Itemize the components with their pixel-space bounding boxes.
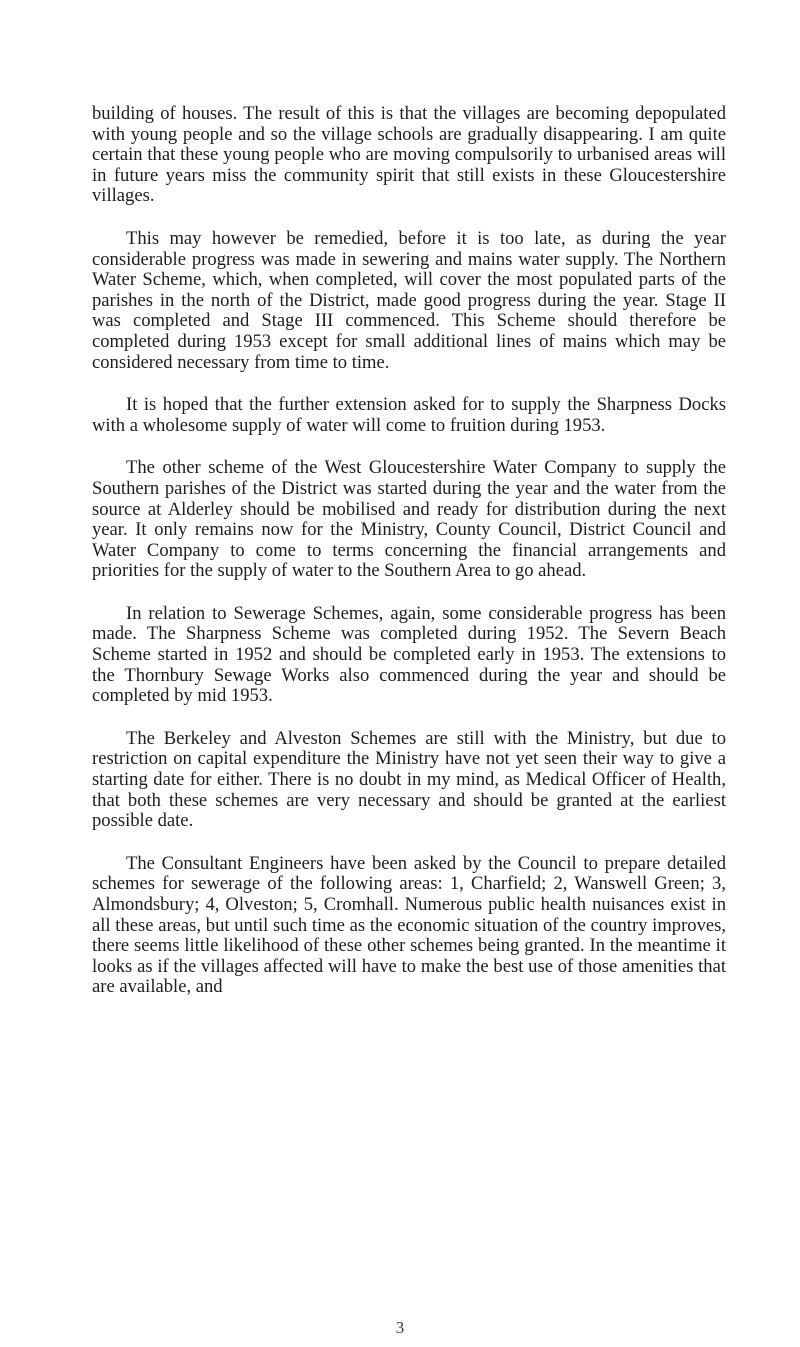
paragraph-3: It is hoped that the further extension asked for to supply the Sharpness Docks with a wholesome supply of water will come to fruition during 1953. bbox=[92, 394, 726, 436]
paragraph-1: building of houses. The result of this is that the villages are becoming depopulated with young people and so the village schools are gradually disappearing. I am quite certain that these young people who are moving compulsorily to urbanised areas will in future years miss the community spirit that still exists in these Gloucestershire villages. bbox=[92, 103, 726, 207]
paragraph-7: The Consultant Engineers have been asked by the Council to prepare detailed schemes for sewerage of the following areas: 1, Charfield; 2, Wanswell Green; 3, Almondsbury; 4, Olveston; 5, Cromhall. Numerous public health nuisances exist in all these areas, but until such time as the economic situation of the country improves, there seems little likelihood of these other schemes being granted. In the meantime it looks as if the villages affected will have to make the best use of those amenities that are available, and bbox=[92, 852, 726, 998]
paragraph-4: The other scheme of the West Gloucestershire Water Company to supply the Southern parishes of the District was started during the year and the water from the source at Alderley should be mobilised and ready for distribution during the next year. It only remains now for the Ministry, County Council, District Council and Water Company to come to terms concerning the financial arrangements and priorities for the supply of water to the Southern Area to go ahead. bbox=[92, 457, 726, 582]
paragraph-6: The Berkeley and Alveston Schemes are still with the Ministry, but due to restriction on capital expenditure the Ministry have not yet seen their way to give a starting date for either. There is no doubt in my mind, as Medical Officer of Health, that both these schemes are very necessary and should be granted at the earliest possible date. bbox=[92, 727, 726, 832]
paragraph-5: In relation to Sewerage Schemes, again, some considerable progress has been made. The Sharpness Scheme was completed during 1952. The Severn Beach Scheme started in 1952 and should be completed early in 1953. The extensions to the Thornbury Sewage Works also commenced during the year and should be completed by mid 1953. bbox=[92, 602, 726, 707]
document-page bbox=[92, 104, 726, 1020]
page-number: 3 bbox=[395, 1318, 405, 1337]
paragraph-2: This may however be remedied, before it is too late, as during the year considerable progress was made in sewering and mains water supply. The Northern Water Scheme, which, when completed, will cover the most populated parts of the parishes in the north of the District, made good progress during the year. Stage II was completed and Stage III commenced. This Scheme should therefore be completed during 1953 except for small additional lines of mains which may be considered necessary from time to time. bbox=[92, 227, 726, 373]
